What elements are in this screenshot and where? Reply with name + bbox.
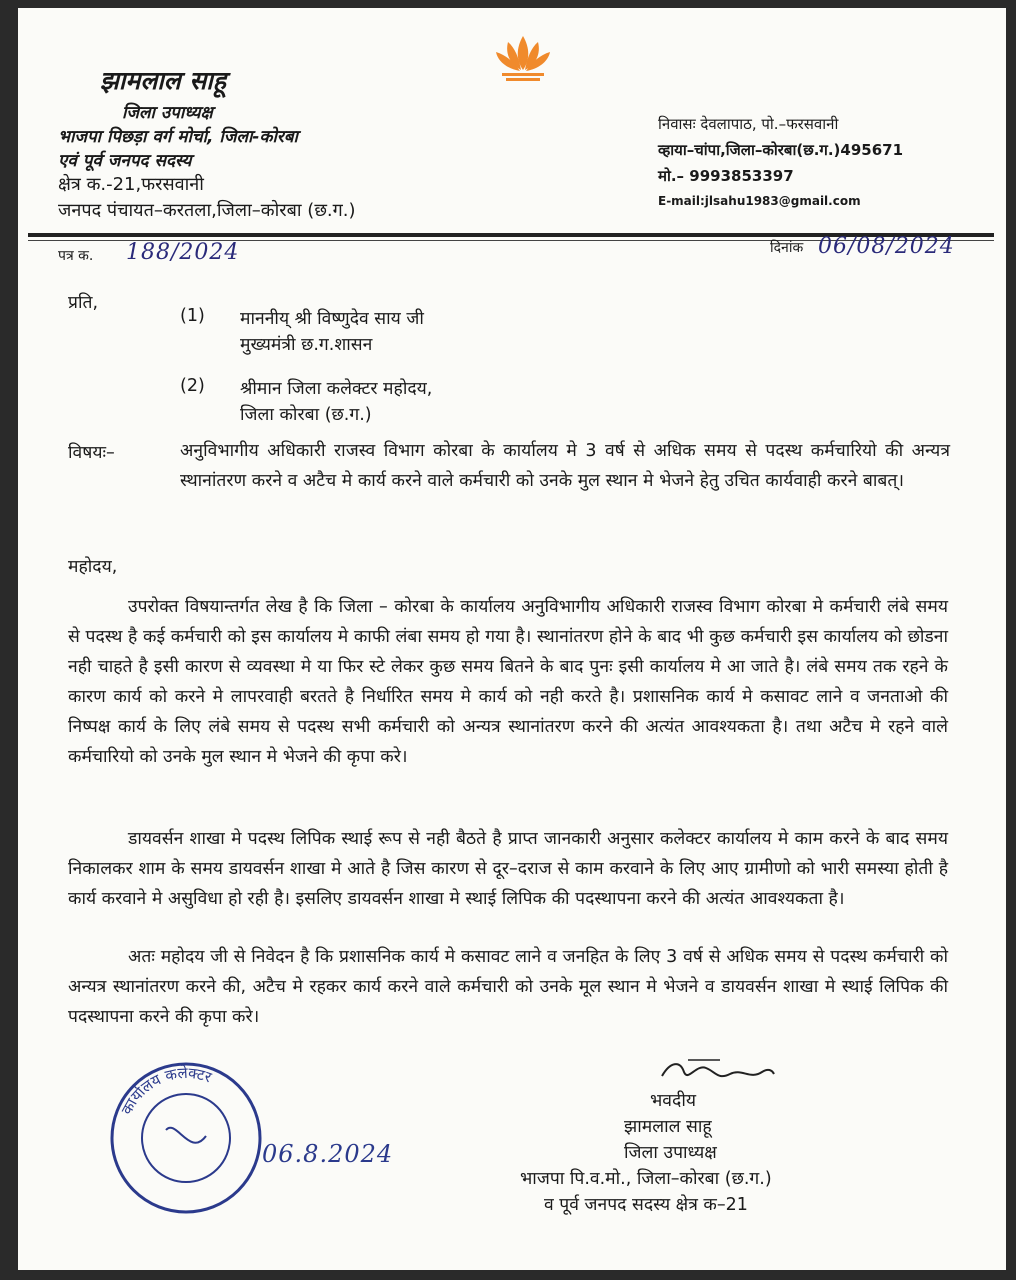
sender-name-heading: झामलाल साहू (100, 66, 227, 95)
phone-number: मो.– 9993853397 (658, 167, 794, 185)
lotus-logo-icon (488, 28, 558, 88)
closing-word: भवदीय (650, 1091, 697, 1111)
subject-text: अनुविभागीय अधिकारी राजस्व विभाग कोरबा के कार्यालय मे 3 वर्ष से अधिक समय से पदस्थ कर्मचारियो की अन्यत्र स्थानांतरण करने व अटैच मे कार्य करने वाले कर्मचारी को उनके मुल स्थान मे भेजने हेतु उचित कार्यवाही करने बाबत्। (180, 441, 950, 491)
recipient-1-designation: मुख्यमंत्री छ.ग.शासन (240, 335, 373, 355)
svg-text:कार्यालय कलेक्टर (118, 1064, 215, 1118)
sender-former-role: एवं पूर्व जनपद सदस्य (58, 151, 192, 171)
recipient-2-name: श्रीमान जिला कलेक्टर महोदय, (240, 379, 433, 399)
date-label: दिनांक (770, 240, 804, 256)
body-paragraph-3: अतः महोदय जी से निवेदन है कि प्रशासनिक कार्य मे कसावट लाने व जनहित के लिए 3 वर्ष से अधिक समय से पदस्थ कर्मचारी को अन्यत्र स्थानांतरण करने की, अटैच मे रहकर कार्य करने वाले कर्मचारी को उनके मूल स्थान मे भेजने व डायवर्सन शाखा मे स्थाई लिपिक की पदस्थापना करने की कृपा करे। (68, 947, 948, 1027)
ref-label: पत्र क. (58, 248, 94, 264)
signatory-name: झामलाल साहू (624, 1117, 712, 1137)
letter-page (18, 8, 1006, 1270)
residence-address: निवासः देवलापाठ, पो.–फरसवानी (658, 115, 839, 133)
sender-panchayat: जनपद पंचायत–करतला,जिला–कोरबा (छ.ग.) (58, 200, 356, 221)
email-address: E-mail:jlsahu1983@gmail.com (658, 194, 861, 208)
ref-number-handwritten: 188/2024 (126, 240, 240, 265)
stamp-date-handwritten: 06.8.2024 (262, 1140, 394, 1168)
recipient-1-number: (1) (180, 306, 205, 326)
handwritten-signature-icon (658, 1054, 778, 1090)
date-handwritten: 06/08/2024 (818, 234, 955, 259)
signatory-former-role: व पूर्व जनपद सदस्य क्षेत्र क–21 (544, 1195, 748, 1215)
recipient-2-designation: जिला कोरबा (छ.ग.) (240, 405, 372, 425)
subject-label: विषयः– (68, 443, 115, 463)
to-label: प्रति, (68, 293, 99, 313)
via-address: व्हाया–चांपा,जिला–कोरबा(छ.ग.)495671 (658, 141, 904, 159)
stamp-text: कार्यालय कलेक्टर (117, 1063, 214, 1118)
office-stamp-icon (106, 1058, 266, 1218)
salutation: महोदय, (68, 557, 118, 577)
sender-party: भाजपा पिछड़ा वर्ग मोर्चा, जिला-कोरबा (58, 127, 298, 147)
recipient-2-number: (2) (180, 376, 205, 396)
body-paragraph-1: उपरोक्त विषयान्तर्गत लेख है कि जिला – कोरबा के कार्यालय अनुविभागीय अधिकारी राजस्व विभाग कोरबा मे कर्मचारी लंबे समय से पदस्थ है कई कर्मचारी को इस कार्यालय मे काफी लंबा समय हो गया है। स्थानांतरण होने के बाद भी कुछ कर्मचारी इस कार्यालय को छोडना नही चाहते है इसी कारण से व्यवस्था मे या फिर स्टे लेकर कुछ समय बितने के बाद पुनः इसी कार्यालय मे आ जाते है। लंबे समय तक रहने के कारण कार्य को करने मे लापरवाही बरतते है निर्धारित समय मे कार्य को नही करते है। प्रशासनिक कार्य मे कसावट लाने व जनताओ की निष्पक्ष कार्य के लिए लंबे समय से पदस्थ सभी कर्मचारी को अन्यत्र स्थानांतरण करने की अत्यंत आवश्यकता है। तथा अटैच मे रहने वाले कर्मचारियो को उनके मुल स्थान मे भेजने की कृपा करे। (68, 597, 948, 767)
sender-title: जिला उपाध्यक्ष (122, 103, 213, 123)
signatory-org: भाजपा पि.व.मो., जिला–कोरबा (छ.ग.) (520, 1169, 772, 1189)
recipient-1-name: माननीय् श्री विष्णुदेव साय जी (240, 309, 424, 329)
signatory-title: जिला उपाध्यक्ष (624, 1143, 717, 1163)
sender-area: क्षेत्र क.-21,फरसवानी (58, 174, 204, 195)
body-paragraph-2: डायवर्सन शाखा मे पदस्थ लिपिक स्थाई रूप से नही बैठते है प्राप्त जानकारी अनुसार कलेक्टर कार्यालय मे काम करने के बाद समय निकालकर शाम के समय डायवर्सन शाखा मे आते है जिस कारण से दूर–दराज से काम करवाने के लिए आए ग्रामीणो को भारी समस्या होती है कार्य करवाने मे असुविधा हो रही है। इसलिए डायवर्सन शाखा मे स्थाई लिपिक की पदस्थापना करने की अत्यंत आवश्यकता है। (68, 829, 948, 909)
